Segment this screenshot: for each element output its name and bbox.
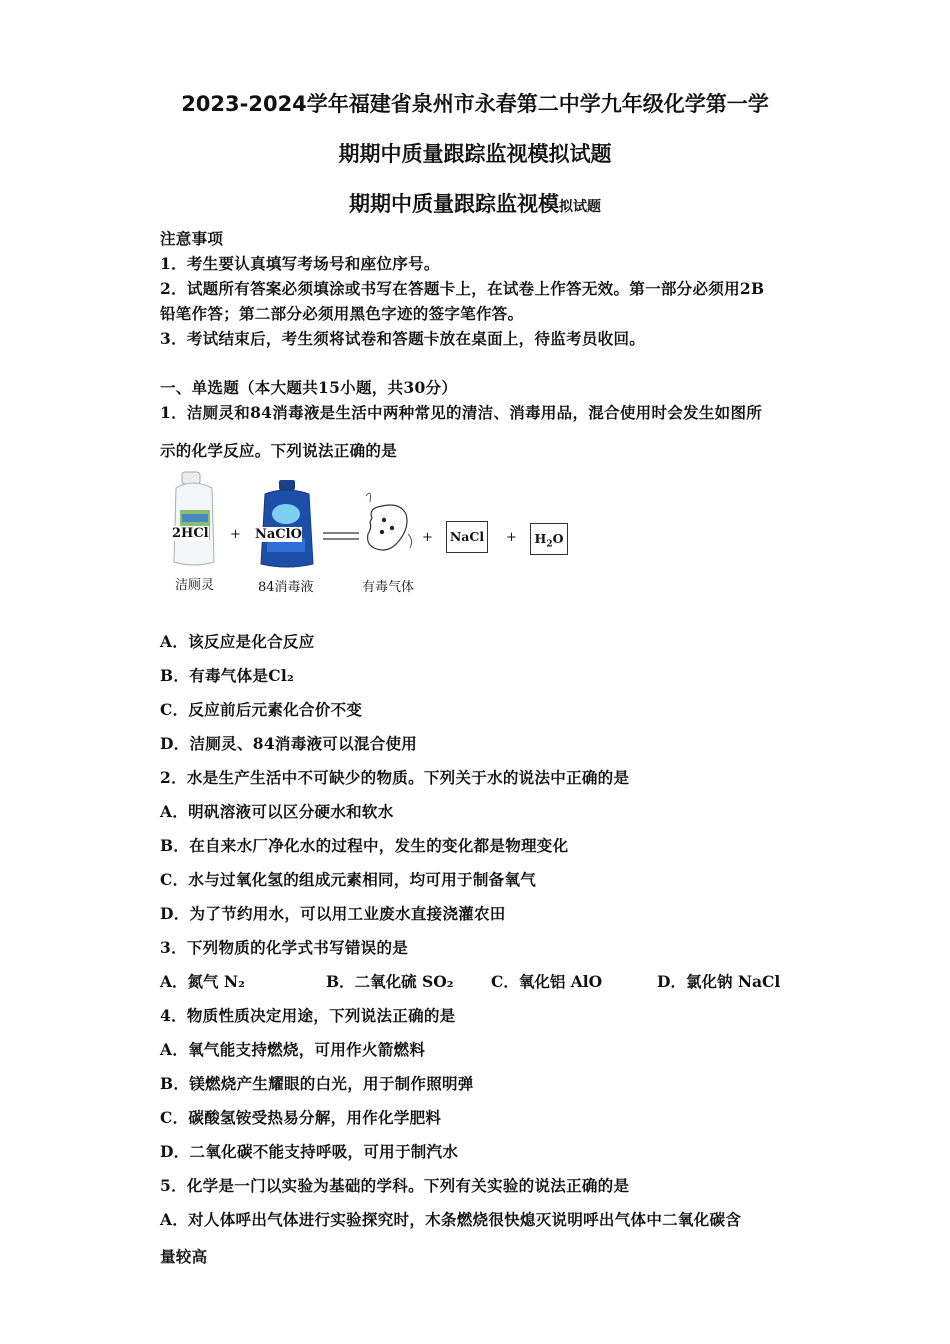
- notice-item: 铅笔作答；第二部分必须用黑色字迹的签字笔作答。: [160, 304, 524, 323]
- subtitle-big: 期期中质量跟踪监视模: [349, 192, 559, 216]
- plus-sign: +: [422, 530, 433, 545]
- q1-option-d: D．洁厕灵、84消毒液可以混合使用: [160, 734, 418, 753]
- h2o-o: O: [552, 531, 564, 546]
- product-h2o-box: [530, 523, 568, 555]
- exam-subtitle: [0, 188, 950, 218]
- q2-option-d: D．为了节约用水，可以用工业废水直接浇灌农田: [160, 904, 506, 923]
- plus-sign: +: [506, 530, 517, 545]
- yields-sign-icon: [323, 530, 359, 542]
- q1-stem-line2: 示的化学反应。下列说法正确的是: [160, 441, 398, 460]
- q1-stem-line1: 1．洁厕灵和84消毒液是生活中两种常见的清洁、消毒用品，混合使用时会发生如图所: [160, 403, 763, 422]
- notice-item: 1．考生要认真填写考场号和座位序号。: [160, 254, 440, 273]
- q4-option-d: D．二氧化碳不能支持呼吸，可用于制汽水: [160, 1142, 459, 1161]
- q3-option-d: D．氯化钠 NaCl: [657, 972, 781, 991]
- q3-option-b: B．二氧化硫 SO₂: [326, 972, 454, 991]
- q4-option-c: C．碳酸氢铵受热易分解，用作化学肥料: [160, 1108, 442, 1127]
- reactant2-formula: NaClO: [255, 527, 302, 542]
- section-heading: 一、单选题（本大题共15小题，共30分）: [160, 378, 458, 397]
- notice-heading: 注意事项: [160, 229, 224, 248]
- q2-stem: 2．水是生产生活中不可缺少的物质。下列关于水的说法中正确的是: [160, 768, 630, 787]
- q5-option-a-line2: 量较高: [160, 1247, 208, 1266]
- q3-option-c: C．氧化铝 AlO: [491, 972, 603, 991]
- product1-label: 有毒气体: [362, 580, 415, 595]
- toxic-gas-icon: [358, 488, 420, 568]
- q2-option-a: A．明矾溶液可以区分硬水和软水: [160, 802, 394, 821]
- plus-sign: +: [230, 527, 241, 542]
- q1-option-b: B．有毒气体是Cl₂: [160, 666, 295, 685]
- q4-stem: 4．物质性质决定用途，下列说法正确的是: [160, 1006, 456, 1025]
- q1-option-a: A．该反应是化合反应: [160, 632, 315, 651]
- reactant1-label: 洁厕灵: [175, 578, 215, 593]
- q2-option-c: C．水与过氧化氢的组成元素相同，均可用于制备氧气: [160, 870, 537, 889]
- exam-title-line1: 2023-2024学年福建省泉州市永春第二中学九年级化学第一学: [181, 92, 769, 116]
- q5-option-a-line1: A．对人体呼出气体进行实验探究时，木条燃烧很快熄灭说明呼出气体中二氧化碳含: [160, 1210, 742, 1229]
- reactant1-formula: 2HCl: [172, 526, 209, 541]
- toilet-cleaner-bottle-icon: [168, 470, 220, 570]
- h2o-sub: 2: [546, 539, 553, 550]
- disinfectant-bottle-icon: [255, 478, 317, 570]
- q2-option-b: B．在自来水厂净化水的过程中，发生的变化都是物理变化: [160, 836, 569, 855]
- q3-option-a: A．氮气 N₂: [160, 972, 245, 991]
- q1-option-c: C．反应前后元素化合价不变: [160, 700, 363, 719]
- subtitle-small: 拟试题: [559, 199, 601, 215]
- notice-item: 2．试题所有答案必须填涂或书写在答题卡上，在试卷上作答无效。第一部分必须用2B: [160, 279, 765, 298]
- h2o-h: H: [534, 531, 547, 546]
- product-nacl-box: NaCl: [446, 521, 488, 553]
- q4-option-a: A．氧气能支持燃烧，可用作火箭燃料: [160, 1040, 426, 1059]
- reactant2-label: 84消毒液: [258, 580, 314, 595]
- q5-stem: 5．化学是一门以实验为基础的学科。下列有关实验的说法正确的是: [160, 1176, 630, 1195]
- notice-item: 3．考试结束后，考生须将试卷和答题卡放在桌面上，待监考员收回。: [160, 329, 646, 348]
- q4-option-b: B．镁燃烧产生耀眼的白光，用于制作照明弹: [160, 1074, 474, 1093]
- q3-stem: 3．下列物质的化学式书写错误的是: [160, 938, 409, 957]
- exam-title-line2: 期期中质量跟踪监视模拟试题: [338, 142, 612, 166]
